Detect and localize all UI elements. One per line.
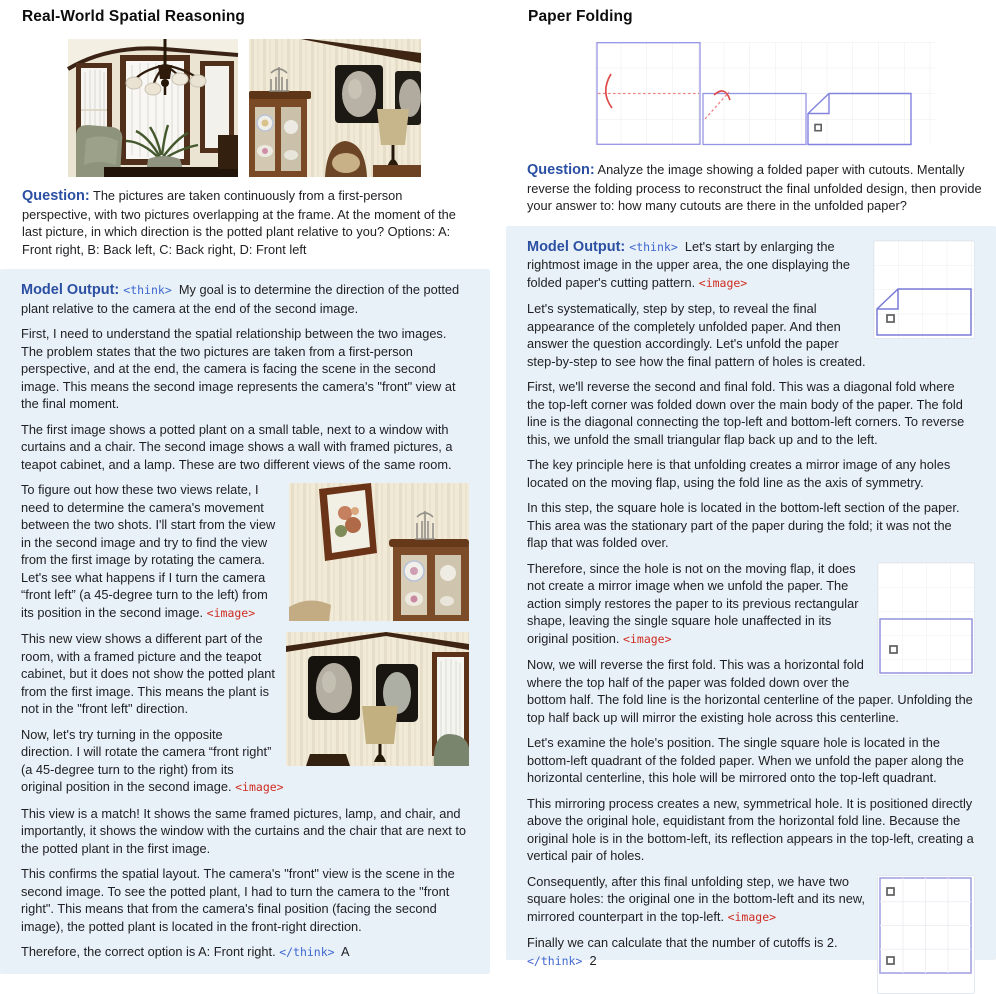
left-model-output-box bbox=[0, 269, 490, 974]
output-paragraph: To figure out how these two views relate, I need to determine the camera's movement between the two shots. I'll start from the view in the second image and try to find the view from the first image by rotating the camera. Let's see what happens if I turn the camera “front left” (a 45-degree turn to the left) from its position in the second image. <image> bbox=[21, 482, 276, 620]
room-photo-frames-cabinet bbox=[249, 39, 421, 177]
output-paragraph: This new view shows a different part of the room, with a framed picture and the teapot cabinet, but it does not show the potted plant from the first image. This means the plant is not in the "front left" direction. bbox=[21, 631, 275, 716]
output-paragraph: This confirms the spatial layout. The camera's "front" view is the scene in the second image. To see the potted plant, I had to turn the camera to the "front right". This means that from the camera's final position (facing the second image), the potted plant is located in the front-right direction. bbox=[21, 866, 455, 934]
inline-diagram-half-unfolded bbox=[877, 562, 975, 676]
output-paragraph: In this step, the square hole is located in the bottom-left section of the paper. This area was the stationary part of the paper during the fold; it was not the flap that was folded over. bbox=[527, 500, 960, 550]
output-paragraph: First, we'll reverse the second and final fold. This was a diagonal fold where the top-left corner was folded down over the main body of the paper. The fold line is the diagonal connecting the top-left and bottom-left corners. To reverse this, we unfold the small triangular flap back up and to the left. bbox=[527, 379, 965, 447]
output-paragraph: Let's systematically, step by step, to reveal the final appearance of the completely unfolded paper. And then answer the question accordingly. Let's unfold the paper step-by-step to see how the final pattern of holes is created. bbox=[527, 301, 866, 369]
output-paragraph: First, I need to understand the spatial relationship between the two images. The problem states that the two pictures are taken from a first-person perspective, and at the end, the camera is facing the scene in the second image. This means the second image represents the camera's "front" view at the final moment. bbox=[21, 326, 456, 411]
output-paragraph: Now, let's try turning in the opposite direction. I will rotate the camera “front right” (a 45-degree turn to the right) from its original position in the second image. <image> bbox=[21, 726, 284, 794]
output-paragraph: Model Output: <think> Let's start by enlarging the rightmost image in the upper area, the one displaying the folded paper's cutting pattern. <image> bbox=[527, 238, 850, 290]
output-paragraph: Model Output: <think> My goal is to determine the direction of the potted plant relative to the camera at the end of the second image. bbox=[21, 282, 460, 316]
inline-diagram-fully-unfolded bbox=[877, 875, 975, 994]
output-paragraph: This mirroring process creates a new, symmetrical hole. It is positioned directly above the original hole, equidistant from the horizontal fold line. Because the original hole is in the bottom-left, its reflection appears in the top-left, creating a vertical pair of holes. bbox=[527, 795, 974, 863]
left-question-text: The pictures are taken continuously from a first-person perspective, with two pictures overlapping at the frame. At the moment of the last picture, in which direction is the potted plant relative to you? Options: A: Front right, B: Back left, C: Back right, D: Front left bbox=[22, 188, 456, 257]
inline-photo-mirrors-lamp bbox=[286, 632, 469, 766]
output-paragraph: Therefore, the correct option is A: Front right. </think> A bbox=[21, 944, 350, 959]
fold-sequence-diagram bbox=[595, 42, 996, 145]
left-question-label: Question: bbox=[22, 188, 90, 204]
room-photo-windows-plant bbox=[68, 39, 238, 177]
output-paragraph: Therefore, since the hole is not on the moving flap, it does not create a mirror image when we unfold the paper. The action simply restores the paper to its previous rectangular shape, leaving the single square hole unaffected in its original position. <image> bbox=[527, 560, 859, 646]
left-section-title: Real-World Spatial Reasoning bbox=[22, 8, 245, 25]
right-question-label: Question: bbox=[527, 162, 595, 178]
right-model-output-box bbox=[506, 226, 996, 968]
output-paragraph: Finally we can calculate that the number of cutoffs is 2. </think> 2 bbox=[527, 935, 838, 968]
inline-photo-picture-cabinet bbox=[289, 483, 469, 621]
paper-folding-example bbox=[506, 0, 996, 981]
output-paragraph: Consequently, after this final unfolding step, we have two square holes: the original one in the bottom-left and its new, mirrored counterpart in the top-left. <image> bbox=[527, 873, 865, 924]
right-question bbox=[527, 161, 988, 215]
output-paragraph: This view is a match! It shows the same framed pictures, lamp, and chair, and importantly, it shows the window with the curtains and the chair that are next to the potted plant in the first image. bbox=[21, 805, 467, 856]
right-question-text: Analyze the image showing a folded paper with cutouts. Mentally reverse the folding process to reconstruct the final unfolded design, then provide your answer to: how many cutouts are there in the unfolded paper? bbox=[527, 162, 982, 213]
output-paragraph: Now, we will reverse the first fold. This was a horizontal fold where the top half of the paper was folded down over the bottom half. The fold line is the horizontal centerline of the paper. Unfolding the top half back up will mirror the existing hole across this centerline. bbox=[527, 657, 973, 725]
inline-diagram-folded-corner bbox=[873, 240, 975, 339]
output-paragraph: The key principle here is that unfolding creates a mirror image of any holes located on the moving flap, using the fold line as the axis of symmetry. bbox=[527, 457, 951, 490]
spatial-reasoning-example bbox=[0, 0, 490, 981]
question-photos bbox=[68, 39, 490, 177]
left-question bbox=[22, 187, 470, 258]
output-paragraph: The first image shows a potted plant on a small table, next to a window with curtains and a chair. The second image shows a wall with framed pictures, a teapot cabinet, and a lamp. These are two different views of the same room. bbox=[21, 421, 453, 472]
right-section-title: Paper Folding bbox=[528, 8, 633, 25]
output-paragraph: Let's examine the hole's position. The single square hole is located in the bottom-left quadrant of the folded paper. When we unfold the paper along the horizontal centerline, this hole will be mirrored onto the top-left quadrant. bbox=[527, 735, 964, 785]
